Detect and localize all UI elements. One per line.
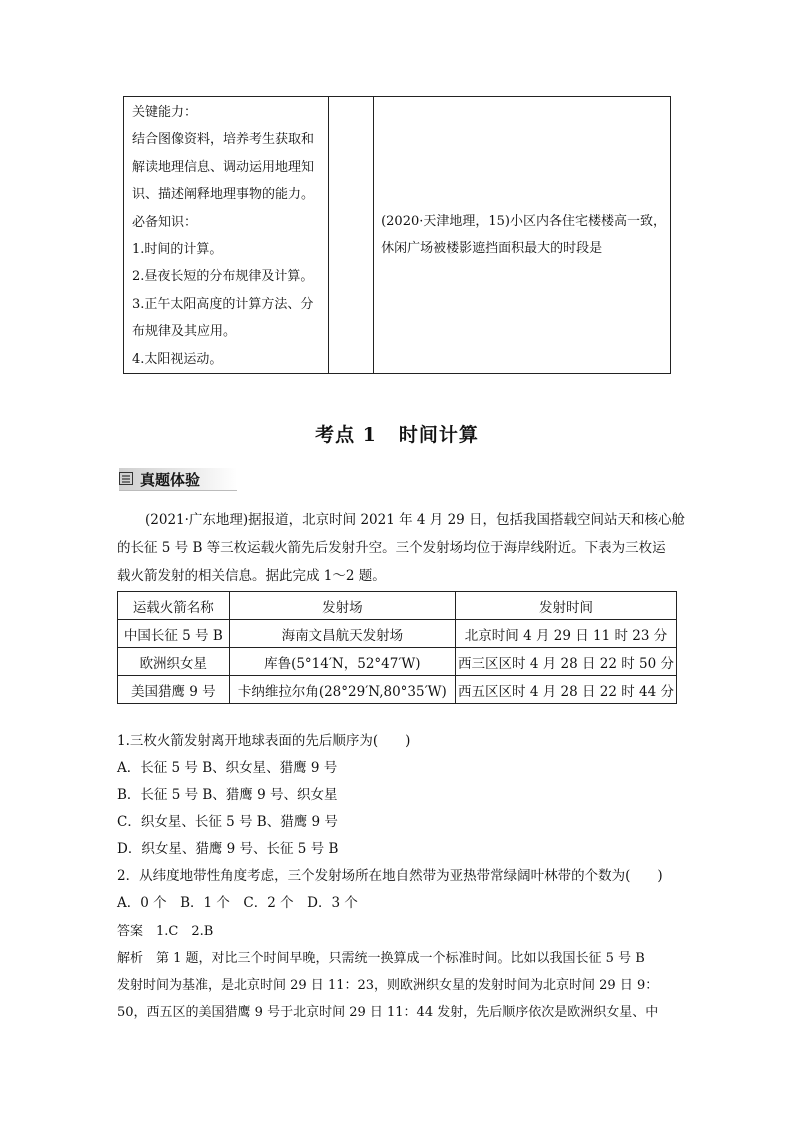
option-c: C．织女星、长征 5 号 B、猎鹰 9 号 xyxy=(117,814,338,830)
table-header: 运载火箭名称 xyxy=(118,592,230,620)
launch-info-table xyxy=(117,591,677,704)
intro-paragraph xyxy=(117,506,686,590)
goal-line: 结合图像资料，培养考生获取和 xyxy=(132,132,315,148)
table-header: 发射时间 xyxy=(456,592,677,620)
table-cell: 中国长征 5 号 B xyxy=(118,620,230,648)
intro-line: 的长征 5 号 B 等三枚运载火箭先后发射升空。三个发射场均位于海岸线附近。下表为三枚运 xyxy=(117,540,666,556)
goal-line: 1.时间的计算。 xyxy=(132,242,223,258)
table-cell: 西三区区时 4 月 28 日 22 时 50 分 xyxy=(456,648,677,676)
question-1: 1.三枚火箭发射离开地球表面的先后顺序为( ) xyxy=(117,733,411,749)
goal-line: 3.正午太阳高度的计算方法、分 xyxy=(132,296,314,312)
empty-cell xyxy=(328,97,373,374)
intro-line: 载火箭发射的相关信息。据此完成 1～2 题。 xyxy=(117,568,386,584)
exam-reference-cell xyxy=(374,97,671,374)
table-cell: 库鲁(5°14′N，52°47′W) xyxy=(229,648,455,676)
heading-number: 考点 1 xyxy=(315,424,377,446)
goal-line: 解读地理信息、调动运用地理知 xyxy=(132,159,315,175)
table-cell: 西五区区时 4 月 28 日 22 时 44 分 xyxy=(456,676,677,704)
question-2-options: A．0 个 B．1 个 C．2 个 D．3 个 xyxy=(117,895,358,911)
table-cell: 欧洲织女星 xyxy=(118,648,230,676)
option-a: A．长征 5 号 B、织女星、猎鹰 9 号 xyxy=(117,760,338,776)
goal-line: 必备知识： xyxy=(132,214,198,230)
option-d: D．织女星、猎鹰 9 号、长征 5 号 B xyxy=(117,841,339,857)
table-cell: 美国猎鹰 9 号 xyxy=(118,676,230,704)
section-heading xyxy=(0,420,794,447)
table-row xyxy=(118,676,677,704)
table-cell: 海南文昌航天发射场 xyxy=(229,620,455,648)
goal-line: 布规律及其应用。 xyxy=(132,324,237,340)
analysis-line: 发射时间为基准，是北京时间 29 日 11：23，则欧洲织女星的发射时间为北京时间 29 日 9： xyxy=(117,978,659,993)
table-cell: 北京时间 4 月 29 日 11 时 23 分 xyxy=(456,620,677,648)
table-cell: 卡纳维拉尔角(28°29′N,80°35′W) xyxy=(229,676,455,704)
exam-reference-line: (2020·天津地理，15)小区内各住宅楼楼高一致， xyxy=(381,214,666,230)
section-banner xyxy=(119,468,237,491)
question-2: 2．从纬度地带性角度考虑，三个发射场所在地自然带为亚热带常绿阔叶林带的个数为( ) xyxy=(117,868,663,884)
heading-title: 时间计算 xyxy=(398,424,479,446)
answer-line: 答案 1.C 2.B xyxy=(117,924,214,939)
analysis-line: 解析 第 1 题，对比三个时间早晚，只需统一换算成一个标准时间。比如以我国长征 5 号 B xyxy=(117,951,645,966)
ability-knowledge-cell xyxy=(124,97,329,374)
analysis-line: 50，西五区的美国猎鹰 9 号于北京时间 29 日 11：44 发射，先后顺序依次是欧洲织女星、中 xyxy=(117,1005,659,1020)
table-row xyxy=(118,648,677,676)
goal-line: 2.昼夜长短的分布规律及计算。 xyxy=(132,269,314,285)
table-row xyxy=(118,620,677,648)
table-header-row xyxy=(118,592,677,620)
goal-line: 识、描述阐释地理事物的能力。 xyxy=(132,187,315,203)
goal-line: 关键能力： xyxy=(132,105,198,120)
option-b: B．长征 5 号 B、猎鹰 9 号、织女星 xyxy=(117,787,338,803)
learning-goals-table xyxy=(123,96,671,374)
exam-reference-line: 休闲广场被楼影遮挡面积最大的时段是 xyxy=(381,241,603,257)
goal-line: 4.太阳视运动。 xyxy=(132,351,223,367)
intro-line: (2021·广东地理)据报道，北京时间 2021 年 4 月 29 日，包括我国搭载空间站天和核心舱 xyxy=(145,512,686,528)
book-icon xyxy=(119,472,133,485)
banner-label: 真题体验 xyxy=(140,471,201,489)
table-header: 发射场 xyxy=(229,592,455,620)
